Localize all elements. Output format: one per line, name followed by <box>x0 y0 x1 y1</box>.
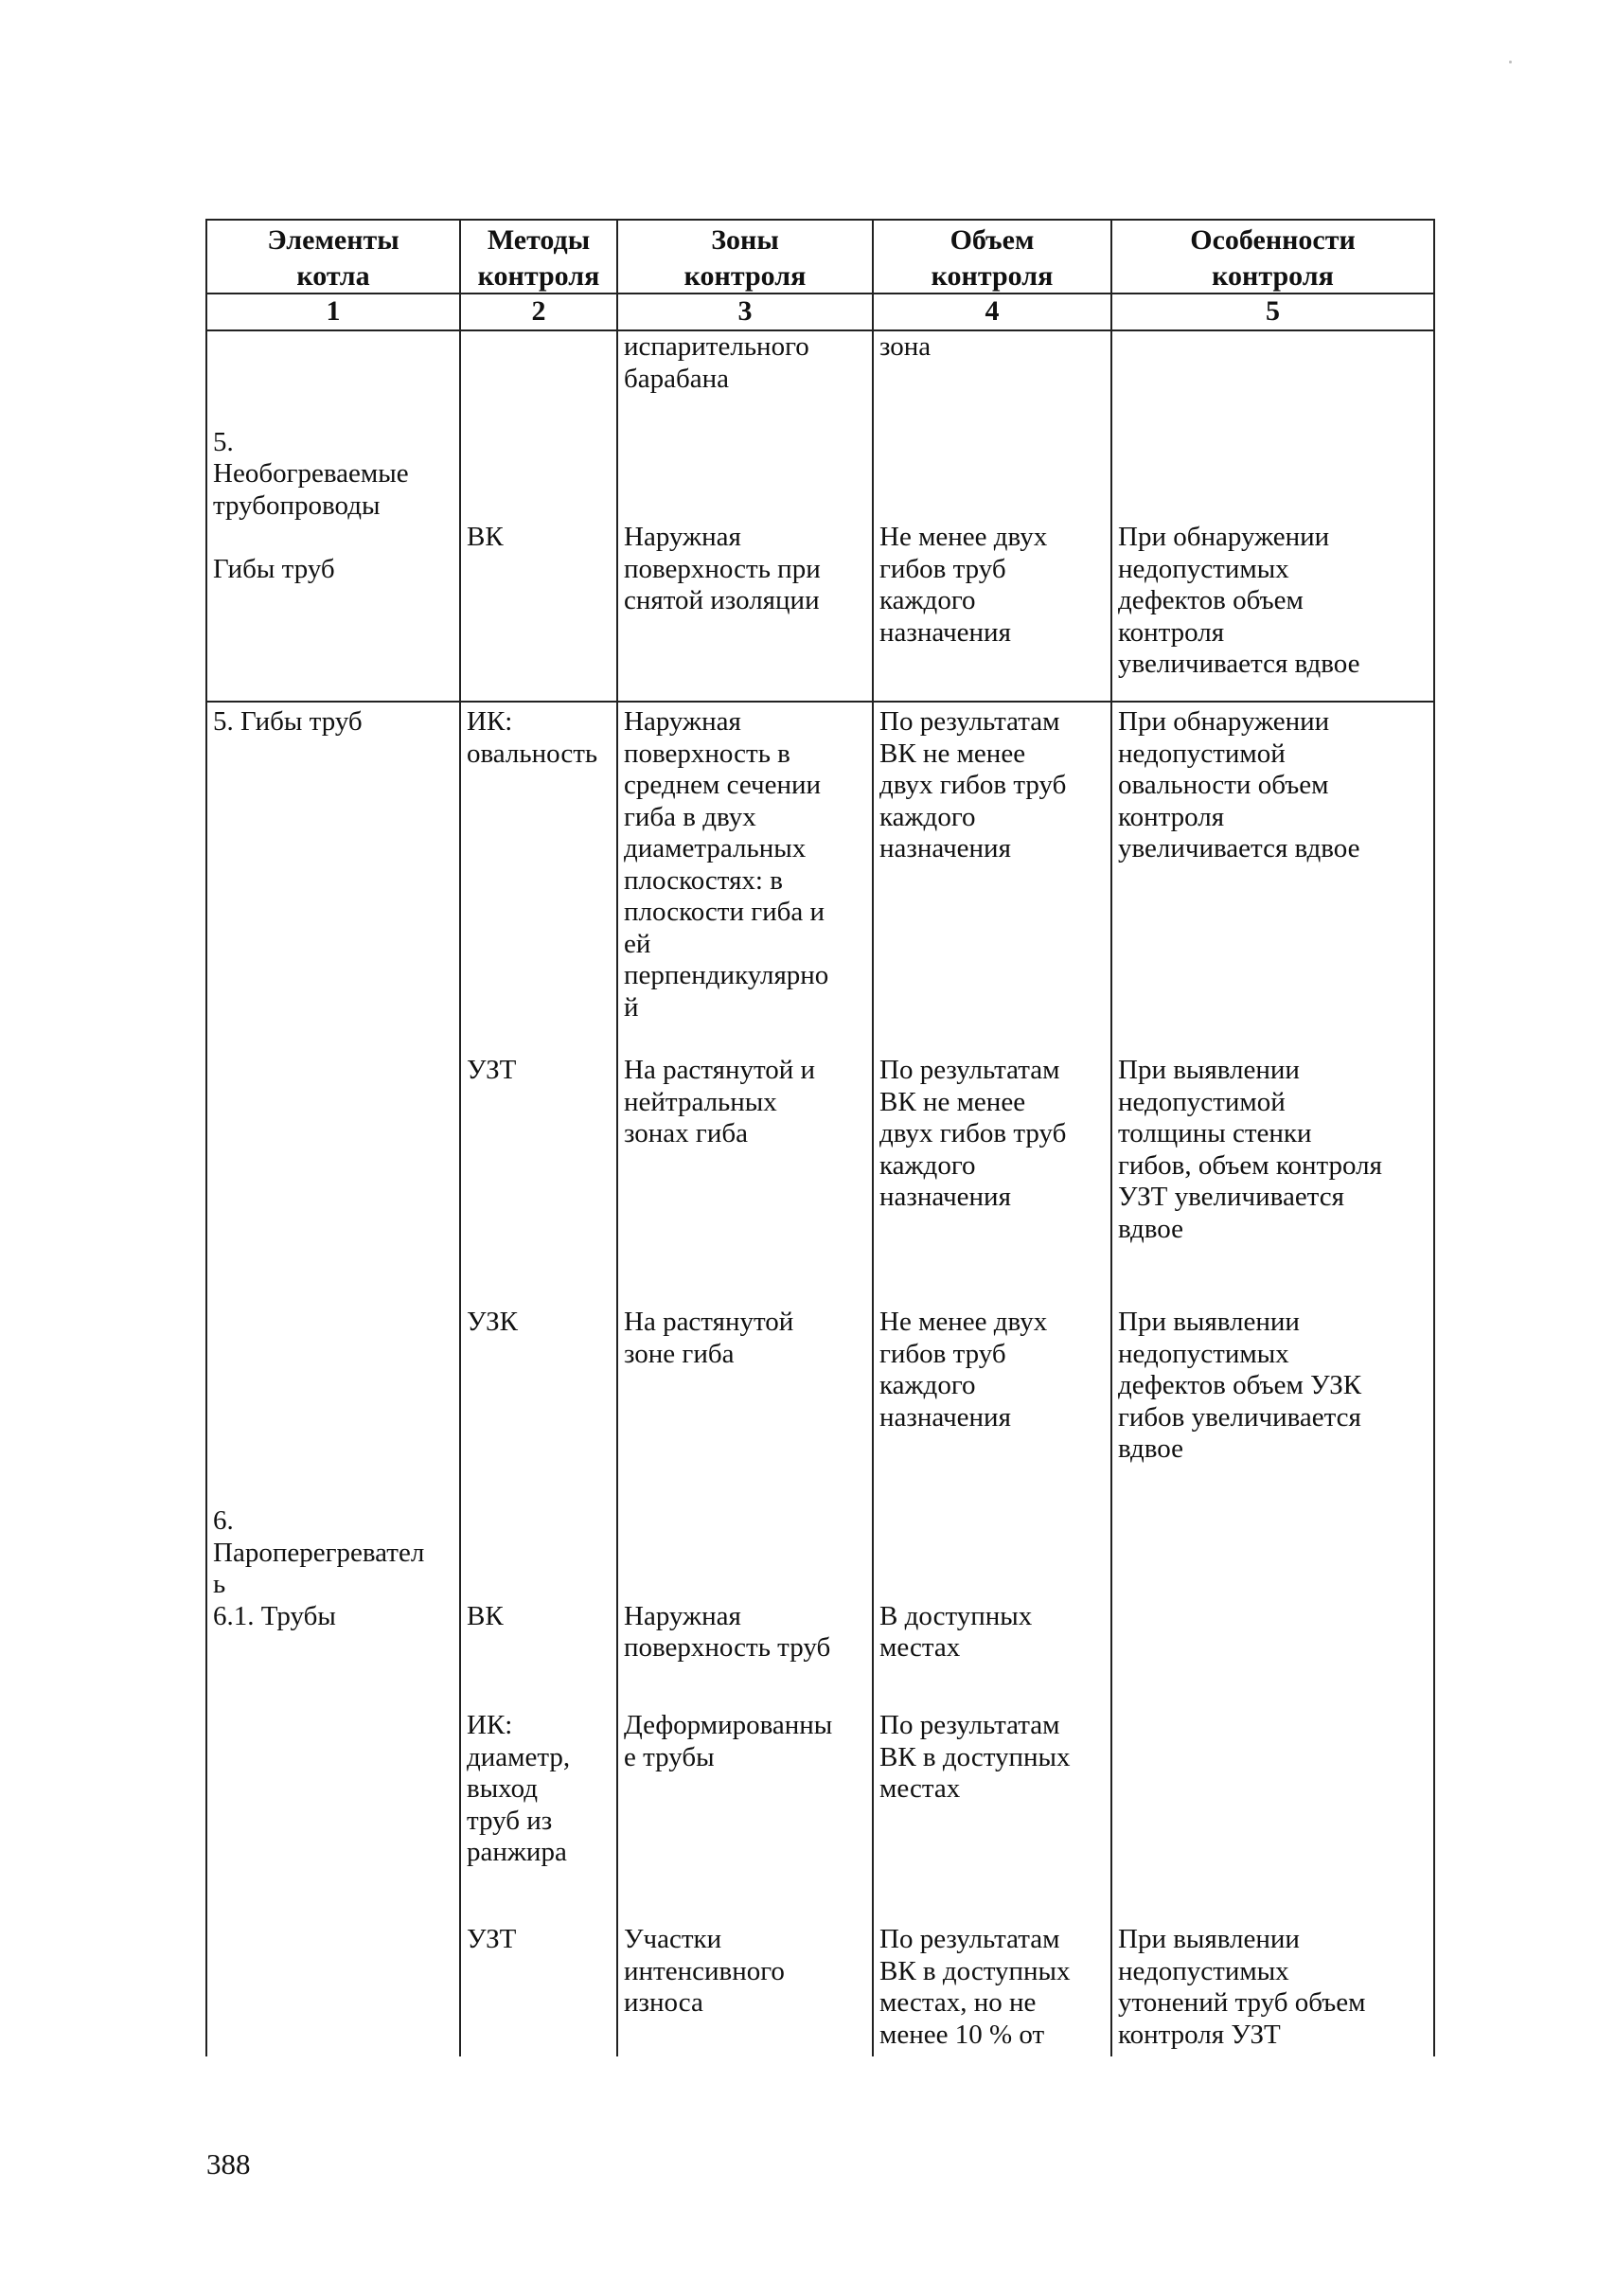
column-number-row <box>207 294 1433 331</box>
cell-element <box>207 1055 461 1307</box>
header-control-features: Особенности контроля <box>1190 224 1356 292</box>
cell-zone: Наружная поверхность в среднем сечении гиба в двух диаметральных плоскостях: в плоскости гиба и ей перпендикулярно й <box>618 703 874 1055</box>
cell-volume: В доступных местах <box>874 1505 1112 1710</box>
cell-method: УЗК <box>461 1307 618 1505</box>
cell-method: ВК <box>461 331 618 701</box>
cell-element <box>207 1710 461 1924</box>
cell-zone: На растянутой и нейтральных зонах гиба <box>618 1055 874 1307</box>
header-boiler-elements: Элементы котла <box>207 221 461 293</box>
column-number: 4 <box>874 294 1112 329</box>
table-row <box>207 331 1433 703</box>
column-number: 2 <box>461 294 618 329</box>
table-row <box>207 1710 1433 1924</box>
cell-method: ВК <box>461 1505 618 1710</box>
column-number: 1 <box>207 294 461 329</box>
cell-element: 5. Необогреваемые трубопроводы Гибы труб <box>207 331 461 701</box>
cell-features <box>1112 1710 1433 1924</box>
table-header-row <box>207 221 1433 294</box>
cell-element <box>207 1307 461 1505</box>
cell-volume: По результатам ВК в доступных местах, но не менее 10 % от <box>874 1924 1112 2056</box>
cell-features <box>1112 1505 1433 1710</box>
table-row <box>207 703 1433 1055</box>
cell-element: 5. Гибы труб <box>207 703 461 1055</box>
table-body <box>207 331 1433 2056</box>
cell-zone: На растянутой зоне гиба <box>618 1307 874 1505</box>
header-control-zones: Зоны контроля <box>618 221 874 293</box>
cell-zone: испарительного барабана Наружная поверхность при снятой изоляции <box>618 331 874 701</box>
table-row <box>207 1505 1433 1710</box>
scan-speck <box>1509 61 1512 63</box>
table-row <box>207 1055 1433 1307</box>
cell-zone: Наружная поверхность труб <box>618 1505 874 1710</box>
cell-features: При обнаружении недопустимой овальности объем контроля увеличивается вдвое <box>1118 706 1360 863</box>
column-number: 3 <box>618 294 874 329</box>
cell-method: ИК: овальность <box>461 703 618 1055</box>
cell-features: При выявлении недопустимых дефектов объем УЗК гибов увеличивается вдвое <box>1118 1307 1362 1464</box>
cell-features: При выявлении недопустимых утонений труб объем контроля УЗТ <box>1118 1924 1366 2050</box>
control-table <box>205 219 1435 2056</box>
cell-volume: По результатам ВК в доступных местах <box>874 1710 1112 1924</box>
table-row <box>207 1924 1433 2056</box>
page-number: 388 <box>206 2147 251 2180</box>
cell-method: ИК: диаметр, выход труб из ранжира <box>461 1710 618 1924</box>
column-number: 5 <box>1266 295 1280 327</box>
cell-zone: Участки интенсивного износа <box>618 1924 874 2056</box>
cell-volume: По результатам ВК не менее двух гибов труб каждого назначения <box>874 703 1112 1055</box>
cell-features: При обнаружении недопустимых дефектов объем контроля увеличивается вдвое <box>1118 522 1360 679</box>
table-row <box>207 1307 1433 1505</box>
cell-zone: Деформированны е трубы <box>618 1710 874 1924</box>
cell-method: УЗТ <box>461 1055 618 1307</box>
header-control-methods: Методы контроля <box>461 221 618 293</box>
header-control-volume: Объем контроля <box>874 221 1112 293</box>
cell-volume: зона Не менее двух гибов труб каждого назначения <box>874 331 1112 701</box>
cell-volume: Не менее двух гибов труб каждого назначения <box>874 1307 1112 1505</box>
cell-method: УЗТ <box>461 1924 618 2056</box>
cell-element <box>207 1924 461 2056</box>
cell-volume: По результатам ВК не менее двух гибов труб каждого назначения <box>874 1055 1112 1307</box>
cell-element: 6. Пароперегревател ь 6.1. Трубы <box>207 1505 461 1710</box>
cell-features: При выявлении недопустимой толщины стенки гибов, объем контроля УЗТ увеличивается вдвое <box>1118 1055 1382 1244</box>
